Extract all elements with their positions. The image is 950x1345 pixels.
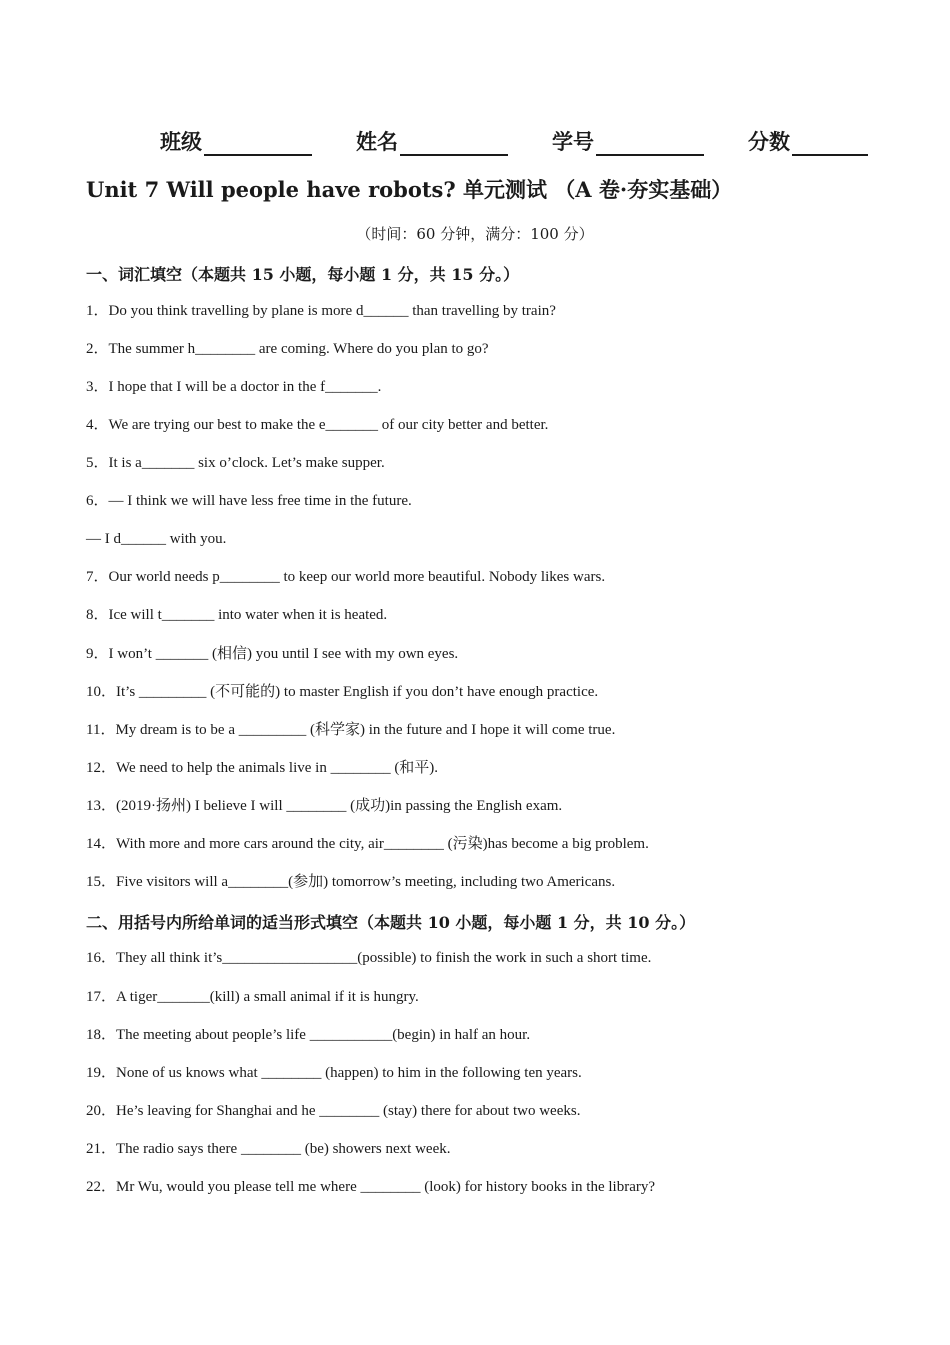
question-13: 13．(2019·扬州) I believe I will ________ (成功)in passing the English exam. bbox=[86, 798, 563, 814]
student-info-row bbox=[160, 122, 880, 156]
section-2-heading: 二、用括号内所给单词的适当形式填空（本题共 10 小题，每小题 1 分，共 10 分。） bbox=[86, 913, 696, 932]
score-blank bbox=[792, 130, 868, 156]
question-6: 6．— I think we will have less free time in the future. bbox=[86, 493, 412, 509]
class-label: 班级 bbox=[160, 129, 202, 154]
question-14: 14．With more and more cars around the city, air________ (污染)has become a big problem. bbox=[86, 836, 649, 852]
question-11: 11．My dream is to be a _________ (科学家) in the future and I hope it will come true. bbox=[86, 722, 616, 738]
student-id-blank bbox=[596, 130, 704, 156]
exam-subtitle: （时间：60 分钟，满分：100 分） bbox=[356, 225, 594, 243]
question-4: 4．We are trying our best to make the e_______ of our city better and better. bbox=[86, 417, 549, 433]
name-label: 姓名 bbox=[356, 129, 398, 154]
question-16: 16．They all think it’s__________________(possible) to finish the work in such a short time. bbox=[86, 950, 652, 966]
class-field bbox=[160, 126, 312, 156]
question-20: 20．He’s leaving for Shanghai and he ________ (stay) there for about two weeks. bbox=[86, 1103, 581, 1119]
section-1-heading: 一、词汇填空（本题共 15 小题，每小题 1 分，共 15 分。） bbox=[86, 265, 520, 284]
question-9: 9．I won’t _______ (相信) you until I see with my own eyes. bbox=[86, 646, 459, 662]
score-label: 分数 bbox=[748, 129, 790, 154]
name-blank bbox=[400, 130, 508, 156]
class-blank bbox=[204, 130, 312, 156]
question-5: 5．It is a_______ six o’clock. Let’s make supper. bbox=[86, 455, 385, 471]
score-field bbox=[748, 126, 868, 156]
question-6-reply: — I d______ with you. bbox=[86, 531, 227, 547]
name-field bbox=[356, 126, 508, 156]
question-10: 10．It’s _________ (不可能的) to master English if you don’t have enough practice. bbox=[86, 684, 599, 700]
student-id-label: 学号 bbox=[552, 129, 594, 154]
exam-title: Unit 7 Will people have robots? 单元测试 （A 卷·夯实基础） bbox=[86, 177, 733, 202]
question-3: 3．I hope that I will be a doctor in the f_______. bbox=[86, 379, 382, 395]
question-18: 18．The meeting about people’s life ___________(begin) in half an hour. bbox=[86, 1027, 531, 1043]
question-12: 12．We need to help the animals live in ________ (和平). bbox=[86, 760, 439, 776]
question-1: 1．Do you think travelling by plane is more d______ than travelling by train? bbox=[86, 303, 556, 319]
student-id-field bbox=[552, 126, 704, 156]
question-7: 7．Our world needs p________ to keep our world more beautiful. Nobody likes wars. bbox=[86, 569, 606, 585]
question-15: 15．Five visitors will a________(参加) tomorrow’s meeting, including two Americans. bbox=[86, 874, 616, 890]
question-19: 19．None of us knows what ________ (happen) to him in the following ten years. bbox=[86, 1065, 582, 1081]
question-22: 22．Mr Wu, would you please tell me where ________ (look) for history books in the library? bbox=[86, 1179, 656, 1195]
question-21: 21．The radio says there ________ (be) showers next week. bbox=[86, 1141, 451, 1157]
question-17: 17．A tiger_______(kill) a small animal if it is hungry. bbox=[86, 989, 419, 1005]
question-2: 2．The summer h________ are coming. Where do you plan to go? bbox=[86, 341, 489, 357]
question-8: 8．Ice will t_______ into water when it is heated. bbox=[86, 607, 388, 623]
